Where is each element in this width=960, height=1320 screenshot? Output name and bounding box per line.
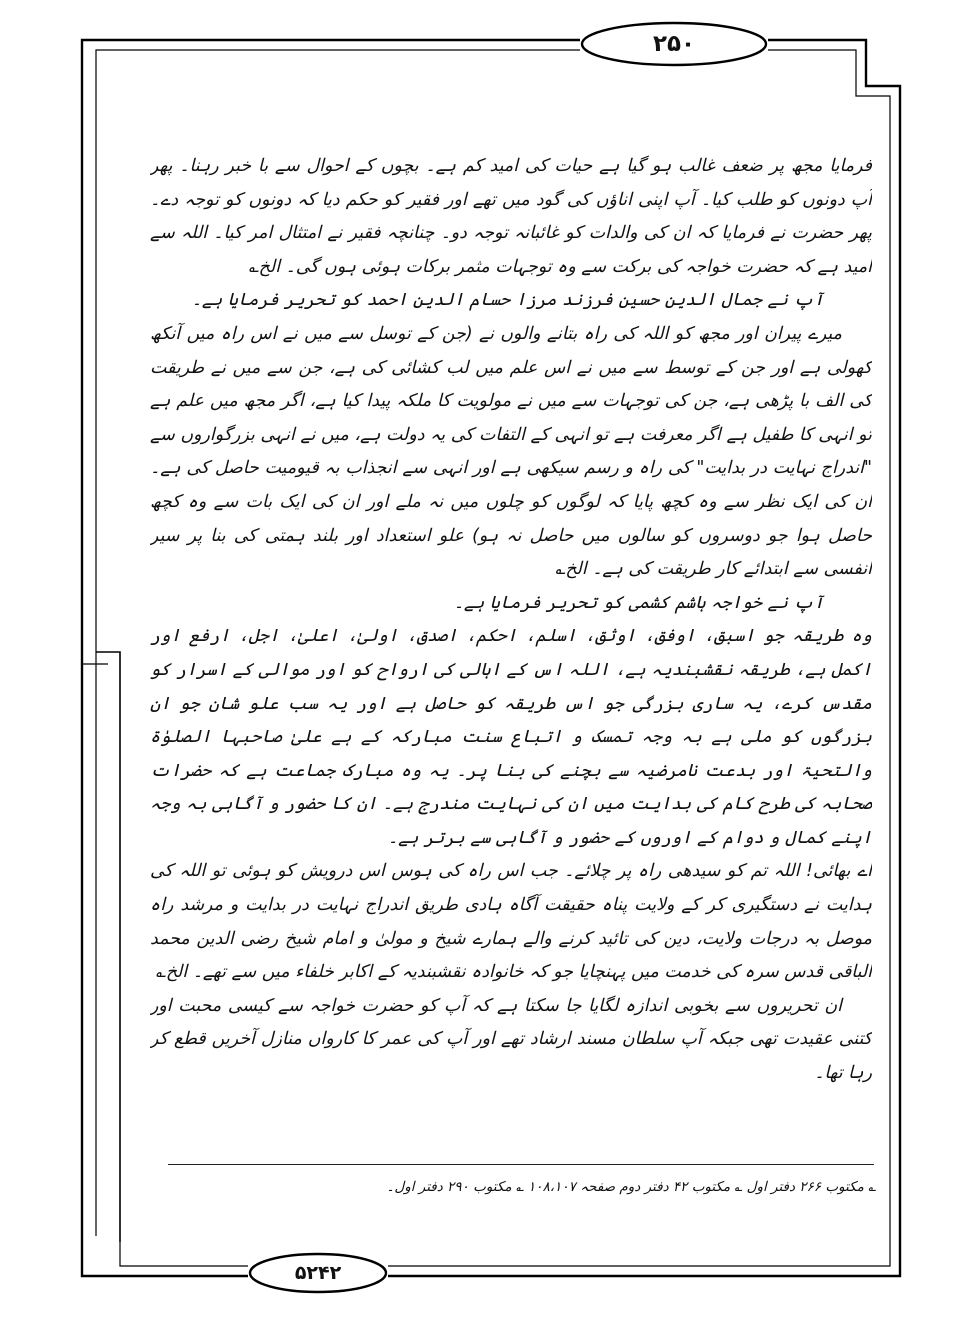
footnote-divider [168, 1164, 874, 1165]
footer-page-number: ۵۲۴۲ [294, 1262, 342, 1284]
paragraph-2: آپ نے جمال الدین حسین فرزند مرزا حسام الدین احمد کو تحریر فرمایا ہے۔ [191, 290, 824, 311]
paragraph-7: ان تحریروں سے بخوبی اندازہ لگایا جا سکتا ہے کہ آپ کو حضرت خواجہ سے کیسی محبت اور کتنی عقیدت تھی جبکہ آپ سلطان مسند ارشاد تھے اور آپ کی عمر کا کارواں منازل آخریں قطع کر رہا تھا۔ [150, 995, 872, 1084]
page-number: ۲۵۰ [652, 31, 696, 57]
footnotes: ؎ مکتوب ۲۶۶ دفتر اول ؎ مکتوب ۴۲ دفتر دوم صفحہ ۱۰۸،۱۰۷ ؎ مکتوب ۲۹۰ دفتر اول۔ [386, 1179, 876, 1195]
paragraph-6: اے بھائی! اللہ تم کو سیدھی راہ پر چلائے۔ جب اس راہ کی ہوس اس درویش کو ہوئی تو اللہ کی ہدایت نے دستگیری کر کے ولایت پناہ حقیقت آگاہ ہادی طریق اندراج نہایت در بدایت و مرشد راہ موصل بہ درجات ولایت، دین کی تائید کرنے والے ہمارے شیخ و مولیٰ و امام شیخ رضی الدین محمد الباقی قدس سرہ کی خدمت میں پہنچایا جو کہ خانوادہ نقشبندیہ کے اکابر خلفاء میں سے تھے۔ الخ؎ [150, 861, 872, 983]
paragraph-5: وہ طریقہ جو اسبق، اوفق، اوثق، اسلم، احکم، اصدق، اولیٰ، اعلیٰ، اجل، ارفع اور اکمل ہے، طریقہ نقشبندیہ ہے، اللہ اس کے اہالی کی ارواح کو اور موالی کے اسرار کو مقدس کرے، یہ ساری بزرگی جو اس طریقہ کو حاصل ہے اور یہ سب علو شان جو ان بزرگوں کو ملی ہے بہ وجہ تمسک و اتباع سنت مبارکہ کے ہے علیٰ صاحبہا الصلوٰۃ والتحیۃ اور بدعت نامرضیہ سے بچنے کی بنا پر۔ یہ وہ مبارک جماعت ہے کہ حضرات صحابہ کی طرح کام کی بدایت میں ان کی نہایت مندرج ہے۔ ان کا حضور و آگاہی بہ وجہ اپنے کمال و دوام کے اوروں کے حضور و آگاہی سے برتر ہے۔ [150, 626, 872, 848]
paragraph-4: آپ نے خواجہ ہاشم کشمی کو تحریر فرمایا ہے۔ [453, 592, 824, 613]
main-text [150, 150, 872, 1150]
paragraph-1: فرمایا مجھ پر ضعف غالب ہو گیا ہے حیات کی امید کم ہے۔ بچوں کے احوال سے با خبر رہنا۔ پھر آپ دونوں کو طلب کیا۔ آپ اپنی اناؤں کی گود میں تھے اور فقیر کو حکم دیا کہ دونوں کو توجہ دے۔ پھر حضرت نے فرمایا کہ ان کی والدات کو غائبانہ توجہ دو۔ چنانچہ فقیر نے امتثال امر کیا۔ اللہ سے امید ہے کہ حضرت خواجہ کی برکت سے وہ توجہات مثمر برکات ہوئی ہوں گی۔ الخ؎ [150, 156, 872, 277]
paragraph-3: میرے پیران اور مجھ کو اللہ کی راہ بتانے والوں نے (جن کے توسل سے میں نے اس راہ میں آنکھ کھولی ہے اور جن کے توسط سے میں نے اس علم میں لب کشائی کی ہے، جن سے میں نے طریقت کی الف با پڑھی ہے، جن کی توجہات سے میں نے مولویت کا ملکہ پیدا کیا ہے، اگر مجھ میں علم ہے تو انہی کا طفیل ہے اگر معرفت ہے تو انہی کے التفات کی یہ دولت ہے، میں نے انہی بزرگواروں سے "اندراج نہایت در بدایت" کی راہ و رسم سیکھی ہے اور انہی سے انجذاب بہ قیومیت حاصل کی ہے۔ ان کی ایک نظر سے وہ کچھ پایا کہ لوگوں کو چلوں میں نہ ملے اور ان کی ایک بات سے وہ کچھ حاصل ہوا جو دوسروں کو سالوں میں حاصل نہ ہو) علو استعداد اور بلند ہمتی کی بنا پر سیر انفسی سے ابتدائے کار طریقت کی ہے۔ الخ؎ [150, 323, 872, 580]
